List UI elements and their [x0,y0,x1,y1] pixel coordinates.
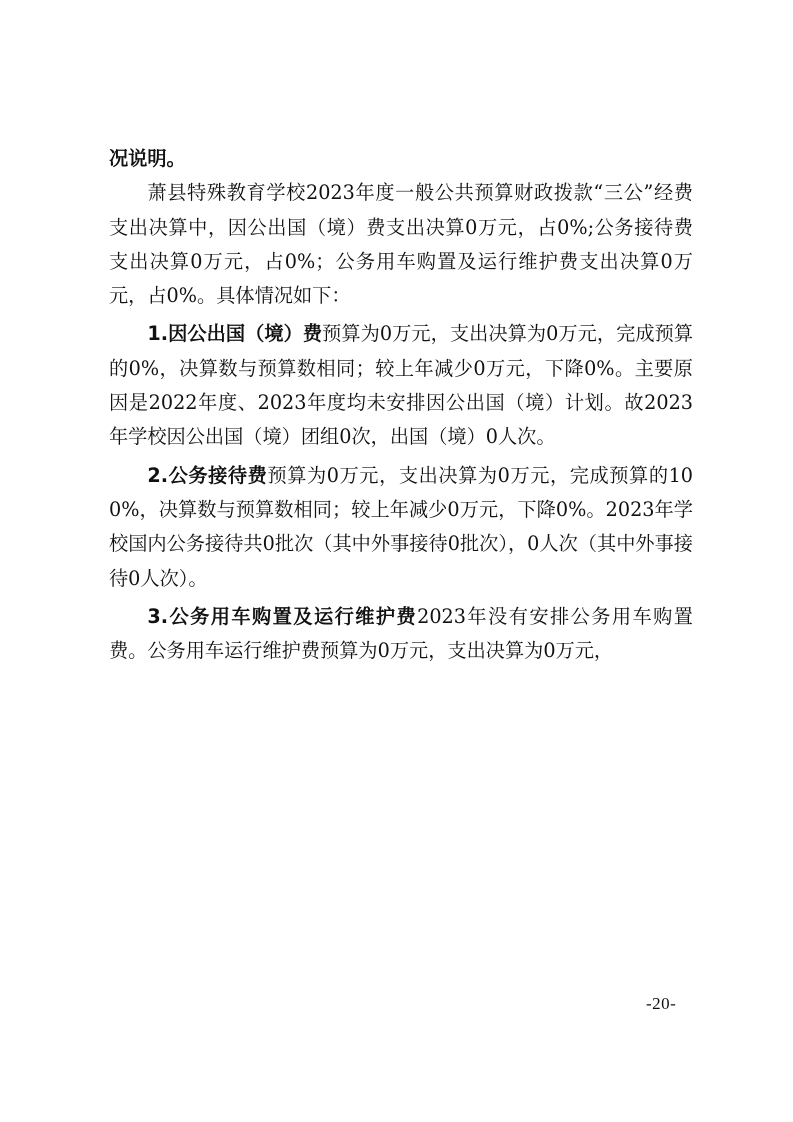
continued-heading-text: 况说明。 [109,147,186,170]
paragraph-official-vehicles [109,600,693,669]
text-overseas-travel: 预算为0万元，支出决算为0万元，完成预算的0%，决算数与预算数相同；较上年减少0万元，下降0%。主要原因是2022年度、2023年度均未安排因公出国（境）计划。故2023年学校因公出国（境）团组0次，出国（境）0人次。 [109,322,694,449]
paragraph-continuation [109,142,693,176]
paragraph-summary: 萧县特殊教育学校2023年度一般公共预算财政拨款“三公”经费支出决算中，因公出国（境）费支出决算0万元，占0%;公务接待费支出决算0万元，占0%；公务用车购置及运行维护费支出决算0万元，占0%。具体情况如下： [109,181,693,308]
heading-overseas-travel: 1.因公出国（境）费 [147,322,323,346]
page-number: -20- [646,994,677,1013]
paragraph-official-reception [109,459,693,596]
document-page [109,142,693,668]
text-official-vehicles: 2023年没有安排公务用车购置费。公务用车运行维护费预算为0万元，支出决算为0万元， [109,604,693,663]
heading-official-vehicles: 3.公务用车购置及运行维护费 [147,604,418,628]
heading-official-reception: 2.公务接待费 [147,463,268,487]
paragraph-overseas-travel [109,317,693,454]
text-official-reception: 预算为0万元，支出决算为0万元，完成预算的100%，决算数与预算数相同；较上年减少0万元，下降0%。2023年学校国内公务接待共0批次（其中外事接待0批次），0人次（其中外事接待0人次）。 [109,463,693,590]
